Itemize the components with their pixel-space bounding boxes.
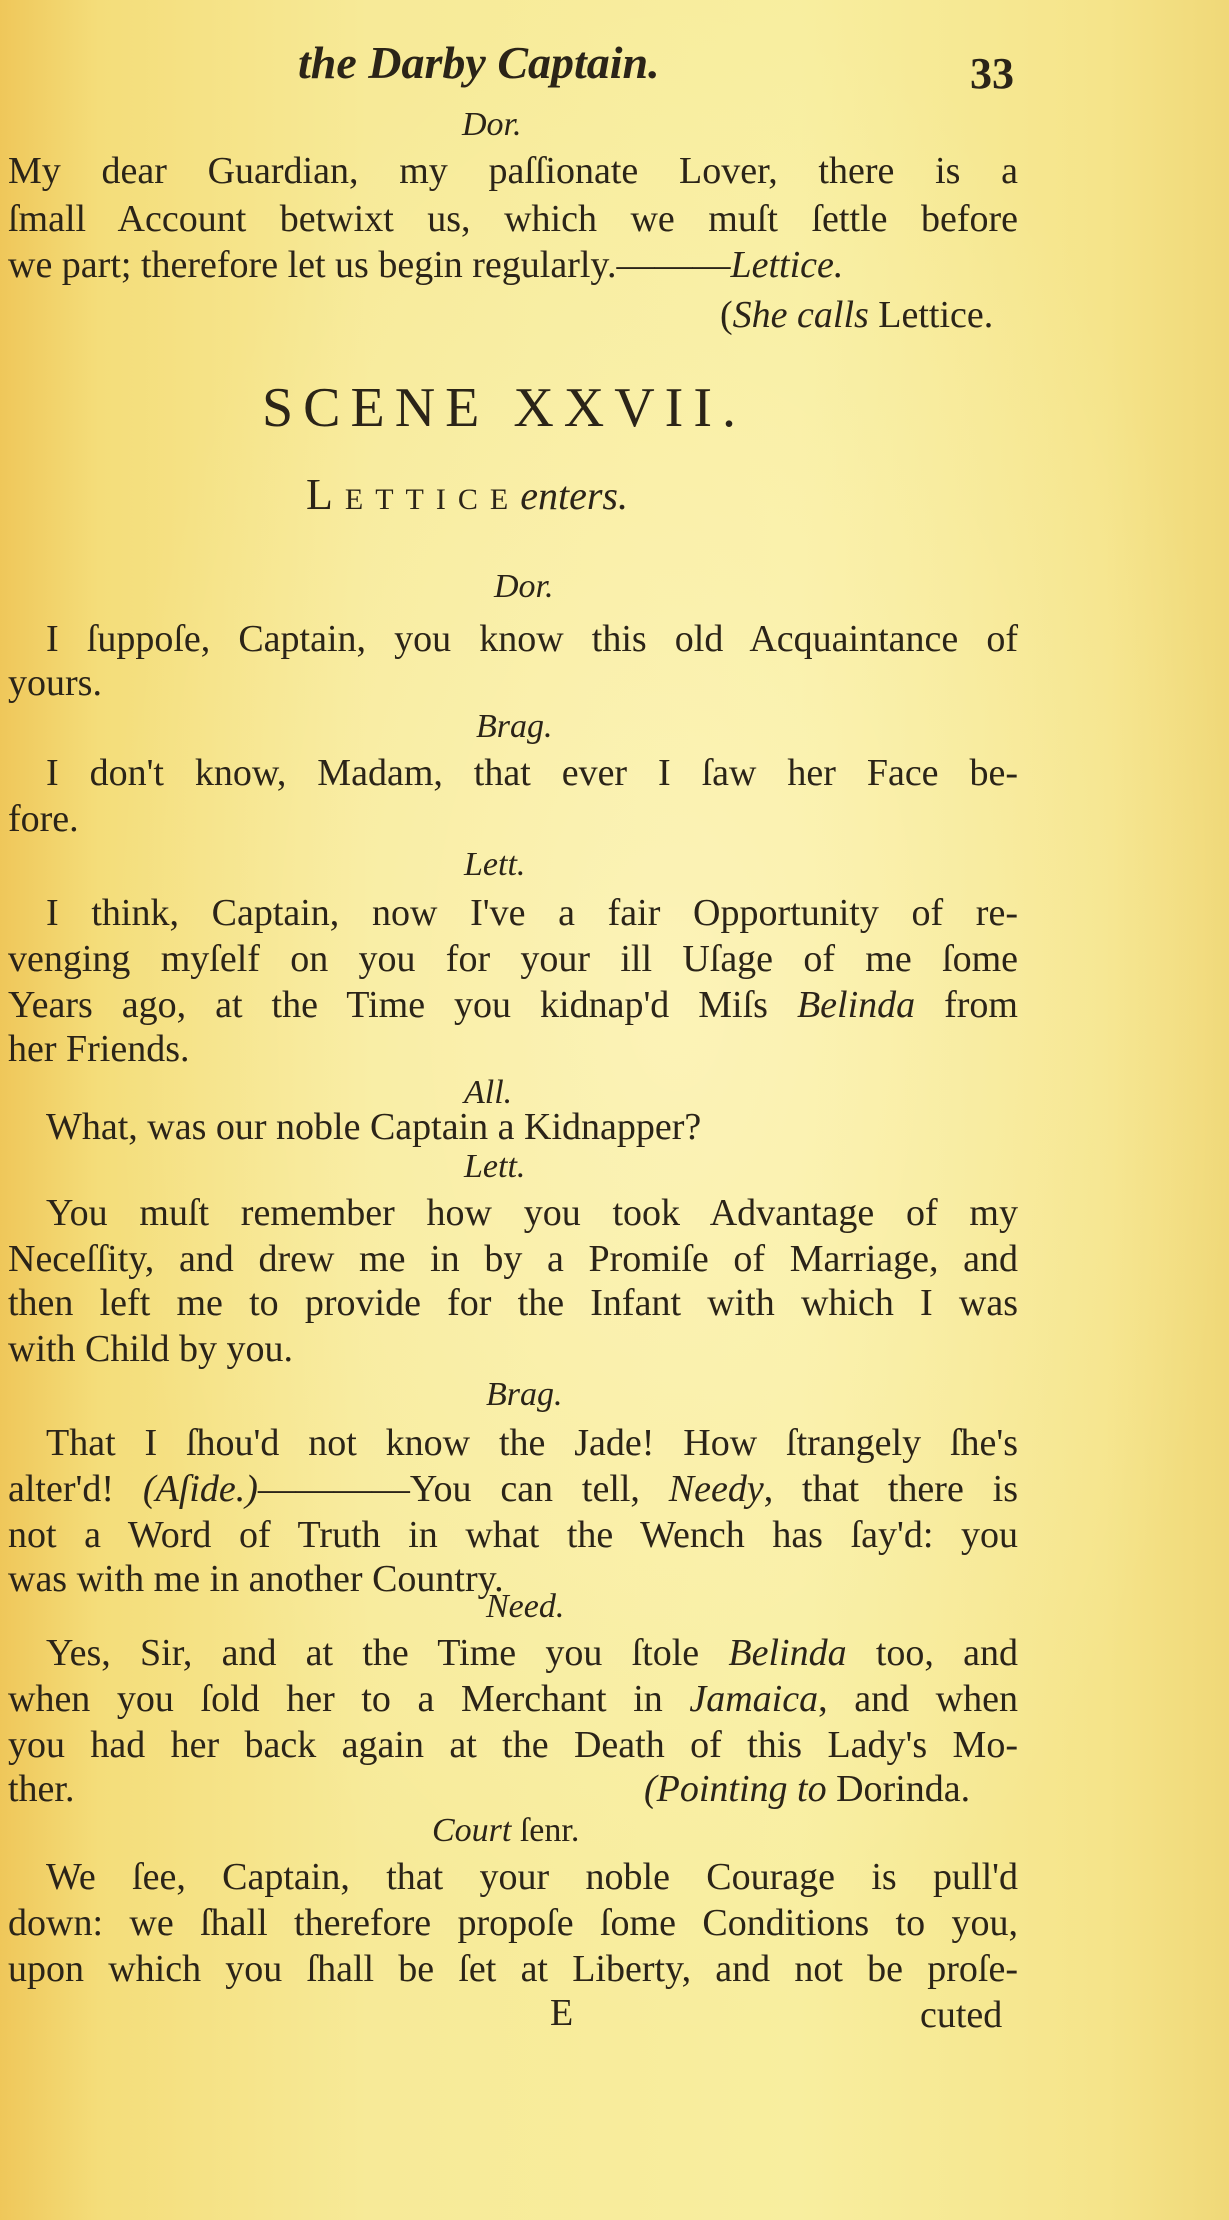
- entry-initial: L: [306, 470, 345, 519]
- text-line: [8, 1680, 1018, 1718]
- speaker-rest: ſenr.: [511, 1812, 580, 1849]
- stage-direction: [644, 1770, 970, 1808]
- text-line: ther.: [8, 1768, 75, 1810]
- text-line: [8, 246, 843, 284]
- stage-direction: [720, 296, 993, 334]
- text-line: I don't know, Madam, that ever I ſaw her Face be-: [46, 752, 1018, 794]
- text-span: alter'd!: [8, 1468, 143, 1510]
- italic-name: Jamaica: [689, 1678, 819, 1720]
- text-line: [46, 1634, 1018, 1672]
- speaker-need: Need.: [486, 1588, 565, 1625]
- text-line: her Friends.: [8, 1028, 190, 1070]
- entry-verb: enters.: [520, 473, 628, 518]
- text-span: , and when: [818, 1678, 1018, 1720]
- entry-name: ETTICE: [344, 483, 521, 516]
- speaker-all: All.: [464, 1074, 513, 1111]
- speaker-brag: Brag.: [476, 708, 553, 745]
- stage-name: Lettice.: [868, 294, 994, 336]
- text-span: we part; therefore let us begin regularly.: [8, 244, 617, 286]
- speaker-court: [432, 1814, 579, 1848]
- text-line: My dear Guardian, my paſſionate Lover, there is a: [8, 150, 1018, 192]
- scene-entry-line: [306, 472, 628, 528]
- dash: ————: [257, 1468, 410, 1510]
- text-line: What, was our noble Captain a Kidnapper?: [46, 1106, 702, 1148]
- text-line: That I ſhou'd not know the Jade! How ſtrangely ſhe's: [46, 1422, 1018, 1464]
- stage-italic: (Pointing to: [644, 1768, 827, 1810]
- stage-aside: (Aſide.): [142, 1468, 258, 1510]
- text-span: from: [915, 984, 1018, 1026]
- signature-mark: E: [550, 1992, 574, 2034]
- paren: (: [720, 294, 733, 336]
- italic-name: Needy: [668, 1468, 764, 1510]
- italic-name: Lettice.: [730, 244, 844, 286]
- stage-name: Dorinda.: [826, 1768, 971, 1810]
- stage-italic: She calls: [732, 294, 869, 336]
- speaker-dor: Dor.: [462, 106, 522, 143]
- text-span: too, and: [846, 1632, 1018, 1674]
- scene-heading: SCENE XXVII.: [262, 377, 746, 439]
- text-line: [8, 1470, 1018, 1508]
- text-line: Neceſſity, and drew me in by a Promiſe of Marriage, and: [8, 1238, 1018, 1280]
- text-line: yours.: [8, 662, 102, 704]
- text-line: We ſee, Captain, that your noble Courage is pull'd: [46, 1856, 1018, 1898]
- text-span: Yes, Sir, and at the Time you ſtole: [46, 1632, 729, 1674]
- text-line: with Child by you.: [8, 1328, 294, 1370]
- text-line: was with me in another Country.: [8, 1558, 504, 1600]
- italic-name: Belinda: [796, 984, 916, 1026]
- text-line: down: we ſhall therefore propoſe ſome Conditions to you,: [8, 1902, 1018, 1944]
- text-span: , that there is: [763, 1468, 1018, 1510]
- text-span: You can tell,: [409, 1468, 669, 1510]
- text-line: I ſuppoſe, Captain, you know this old Acquaintance of: [46, 618, 1018, 660]
- text-line: venging myſelf on you for your ill Uſage of me ſome: [8, 938, 1018, 980]
- page-number: 33: [970, 49, 1014, 98]
- text-line: you had her back again at the Death of this Lady's Mo-: [8, 1724, 1018, 1766]
- italic-name: Belinda: [728, 1632, 847, 1674]
- running-title: the Darby Captain.: [298, 37, 660, 88]
- speaker-lett: Lett.: [464, 846, 526, 883]
- text-line: then left me to provide for the Infant with which I was: [8, 1282, 1018, 1324]
- speaker-lett: Lett.: [464, 1148, 526, 1185]
- text-line: upon which you ſhall be ſet at Liberty, and not be proſe-: [8, 1948, 1018, 1990]
- text-line: ſmall Account betwixt us, which we muſt ſettle before: [8, 198, 1018, 240]
- dash: ———: [616, 244, 731, 286]
- text-line: [8, 986, 1018, 1024]
- speaker-brag: Brag.: [486, 1376, 563, 1413]
- text-line: not a Word of Truth in what the Wench has ſay'd: you: [8, 1514, 1018, 1556]
- text-line: fore.: [8, 798, 79, 840]
- text-span: Years ago, at the Time you kidnap'd Miſs: [8, 984, 797, 1026]
- speaker-italic: Court: [432, 1812, 512, 1849]
- catchword: cuted: [920, 1994, 1003, 2036]
- speaker-dor: Dor.: [494, 568, 554, 605]
- text-line: You muſt remember how you took Advantage of my: [46, 1192, 1018, 1234]
- text-span: when you ſold her to a Merchant in: [8, 1678, 690, 1720]
- text-line: I think, Captain, now I've a fair Opportunity of re-: [46, 892, 1018, 934]
